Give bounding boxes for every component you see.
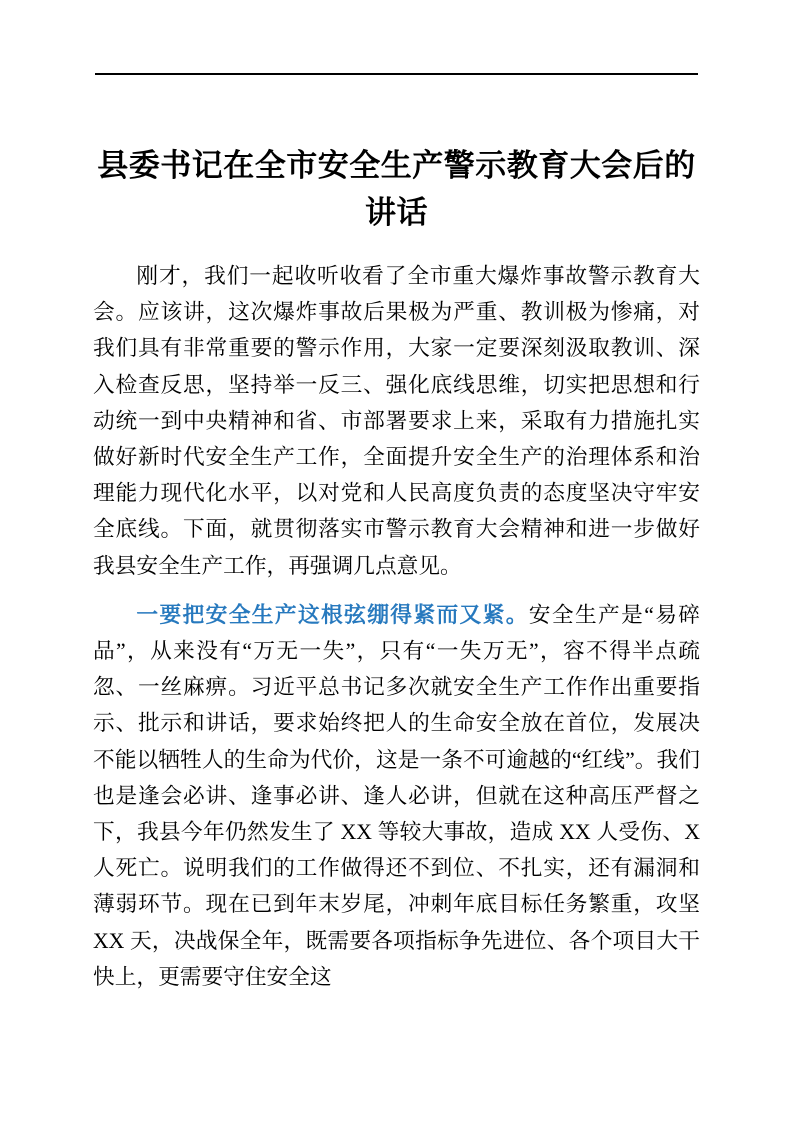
paragraph: [93, 597, 700, 995]
paragraph-text: 刚才，我们一起收听收看了全市重大爆炸事故警示教育大会。应该讲，这次爆炸事故后果极为严重、教训极为惨痛，对我们具有非常重要的警示作用，大家一定要深刻汲取教训、深入检查反思，坚持举一反三、强化底线思维，切实把思想和行动统一到中央精神和省、市部署要求上来，采取有力措施扎实做好新时代安全生产工作，全面提升安全生产的治理体系和治理能力现代化水平，以对党和人民高度负责的态度坚决守牢安全底线。下面，就贯彻落实市警示教育大会精神和进一步做好我县安全生产工作，再强调几点意见。: [93, 264, 700, 578]
document-body: [93, 258, 700, 995]
paragraph-text: 安全生产是“易碎品”，从来没有“万无一失”，只有“一失万无”，容不得半点疏忽、一丝麻痹。习近平总书记多次就安全生产工作作出重要指示、批示和讲话，要求始终把人的生命安全放在首位，发展决不能以牺牲人的生命为代价，这是一条不可逾越的“红线”。我们也是逢会必讲、逢事必讲、逢人必讲，但就在这种高压严督之下，我县今年仍然发生了 XX 等较大事故，造成 XX 人受伤、X 人死亡。说明我们的工作做得还不到位、不扎实，还有漏洞和薄弱环节。现在已到年末岁尾，冲刺年底目标任务繁重，攻坚 XX 天，决战保全年，既需要各项指标争先进位、各个项目大干快上，更需要守住安全这: [93, 602, 700, 989]
paragraph: [93, 258, 700, 584]
paragraph-lead-emphasis: 一要把安全生产这根弦绷得紧而又紧。: [136, 602, 529, 627]
document-title: 县委书记在全市安全生产警示教育大会后的讲话: [97, 148, 696, 230]
header-divider: [95, 73, 698, 75]
